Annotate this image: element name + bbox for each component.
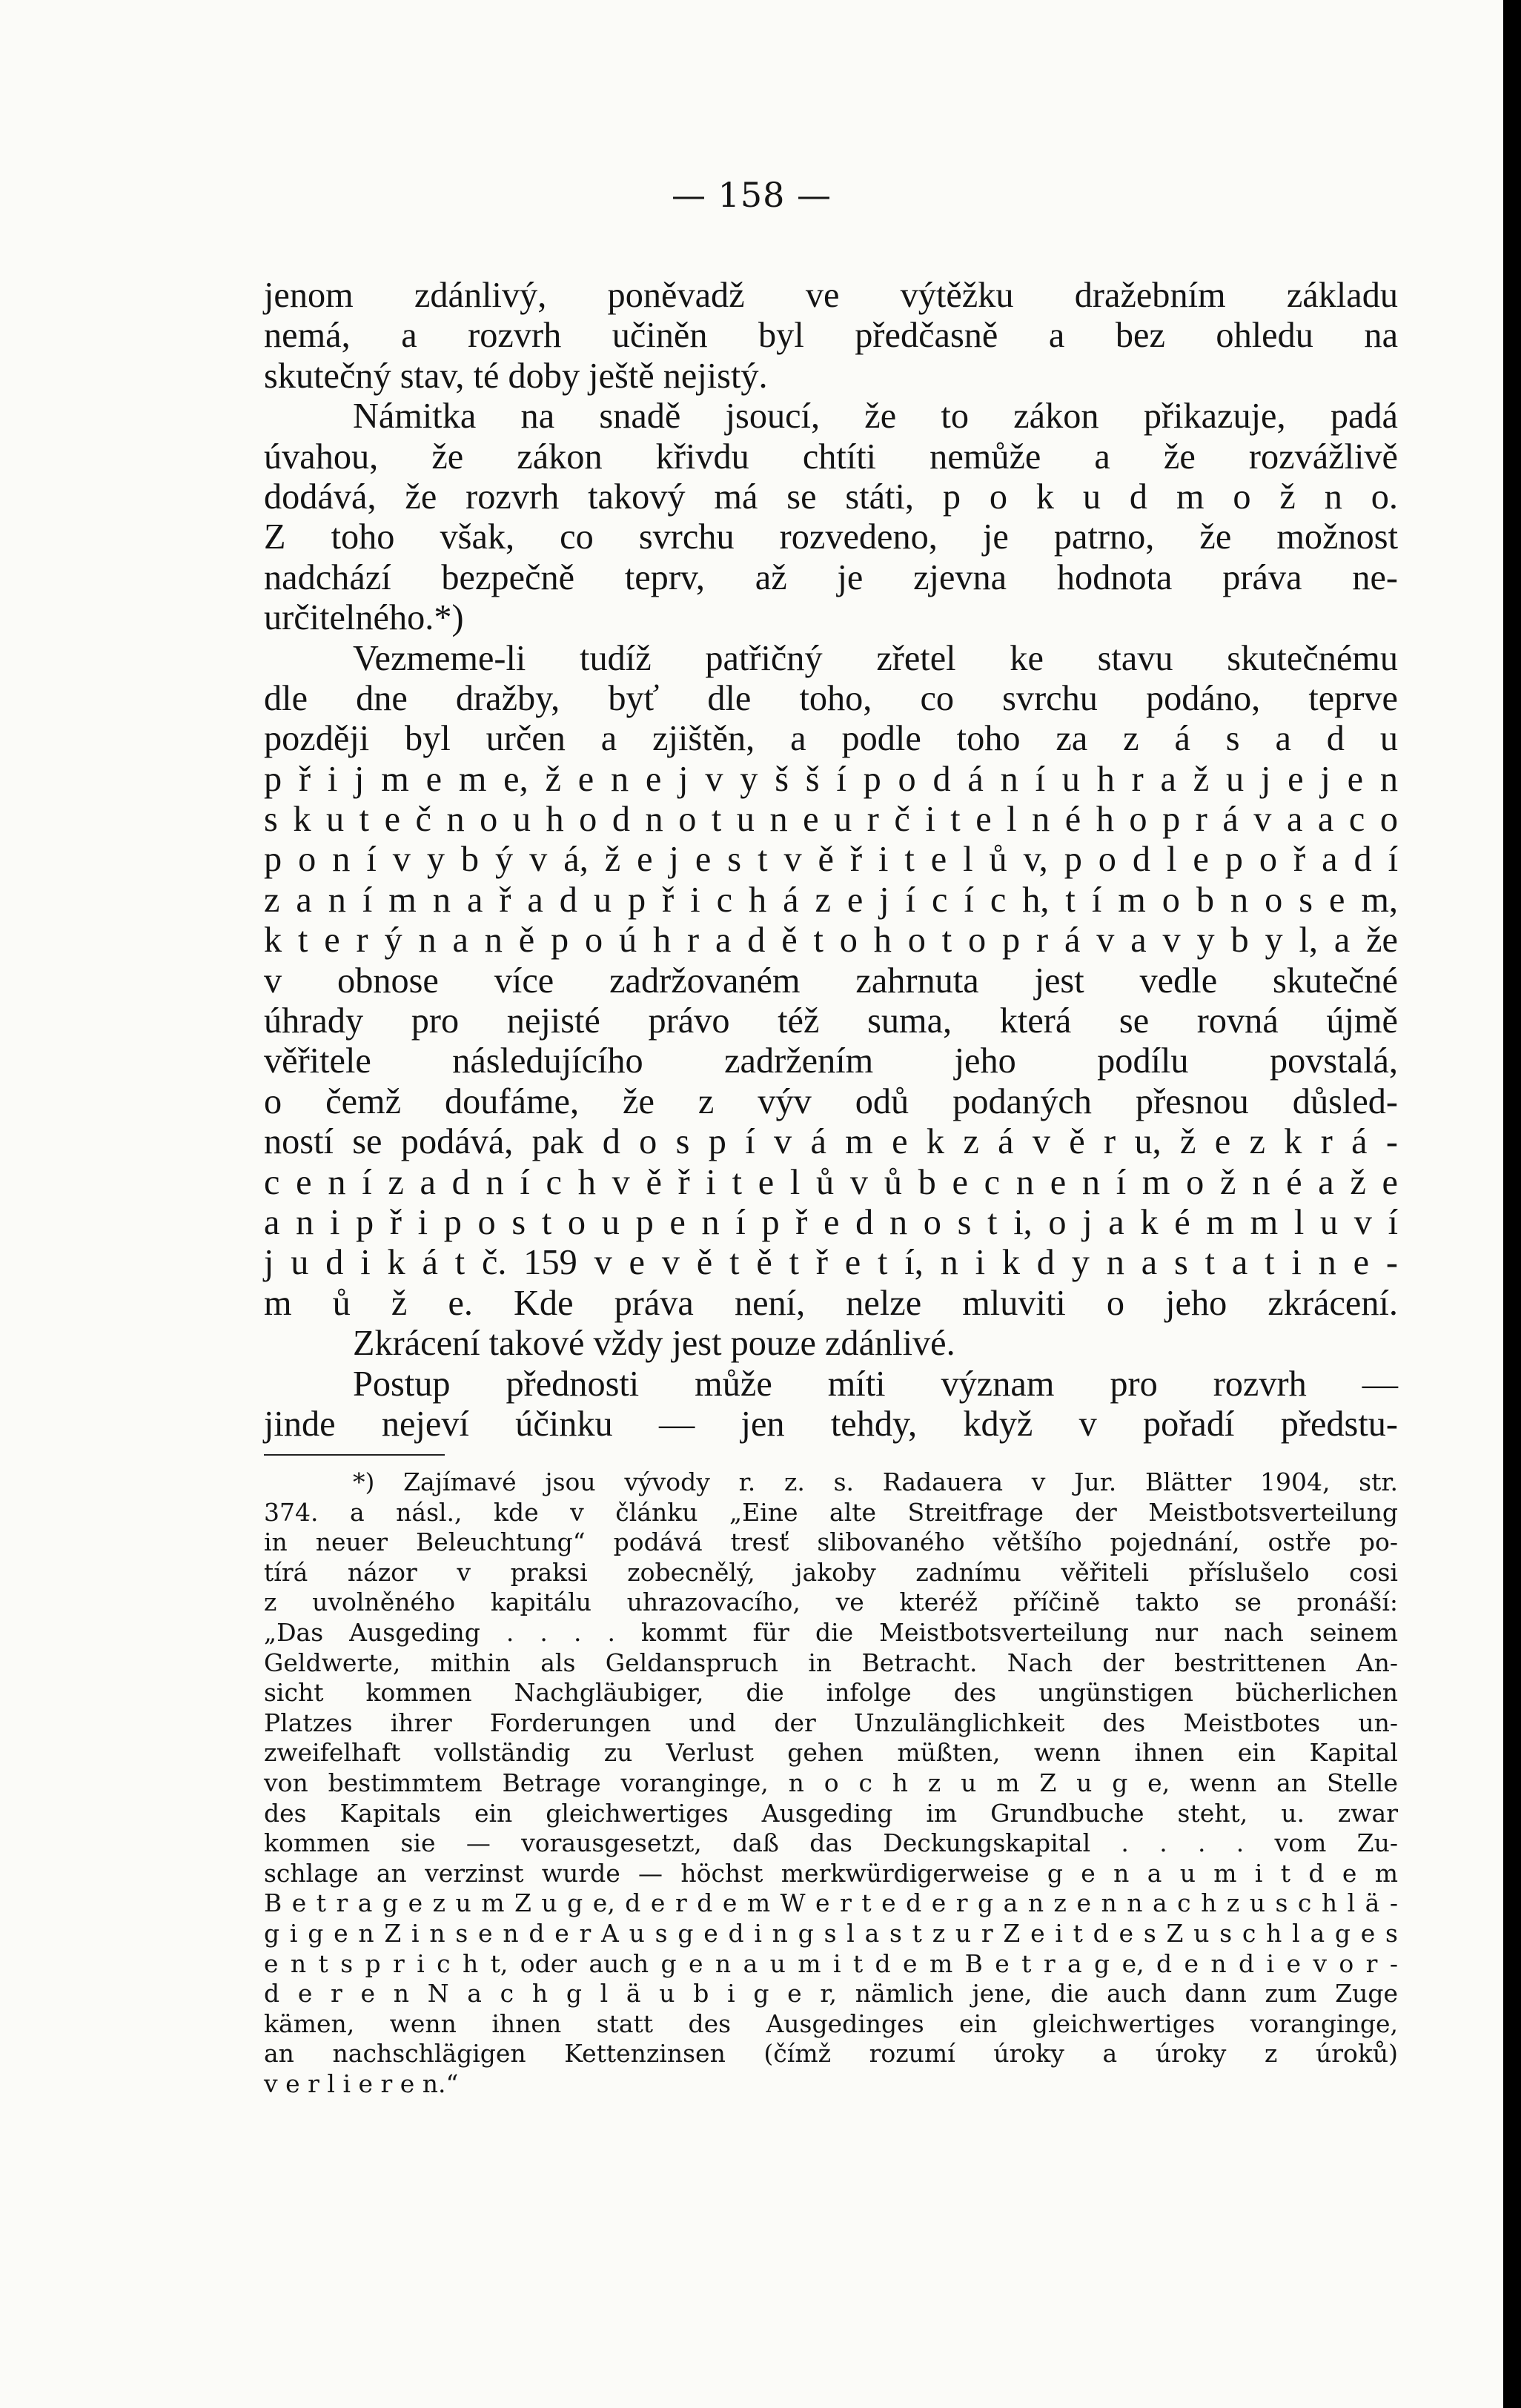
footnote-line: 374. a násl., kde v článku „Eine alte Streitfrage der Meistbotsverteilung <box>264 1497 1398 1527</box>
text-line: úvahou, že zákon křivdu chtíti nemůže a že rozvážlivě <box>264 437 1398 477</box>
footnote-line: sicht kommen Nachgläubiger, die infolge des ungünstigen bücherlichen <box>264 1678 1398 1708</box>
footnote-line: kommen sie — vorausgesetzt, daß das Deckungskapital . . . . vom Zu- <box>264 1828 1398 1858</box>
footnote-line: Platzes ihrer Forderungen und der Unzulänglichkeit des Meistbotes un- <box>264 1708 1398 1737</box>
text-line: Z toho však, co svrchu rozvedeno, je patrno, že možnost <box>264 517 1398 557</box>
text-line: a n i p ř i p o s t o u p e n í p ř e d n o s t i, o j a k é m m l u v í <box>264 1202 1398 1242</box>
footnote <box>264 1467 1398 2099</box>
scan-edge <box>1503 0 1521 2408</box>
text-line: určitelného.*) <box>264 598 464 638</box>
page-number: — 158 — <box>671 175 832 215</box>
text-line: c e n í z a d n í c h v ě ř i t e l ů v ů b e c n e n í m o ž n é a ž e <box>264 1162 1398 1202</box>
text-line: úhrady pro nejisté právo též suma, která se rovná újmě <box>264 1001 1398 1041</box>
text-line: k t e r ý n a n ě p o ú h r a d ě t o h o t o p r á v a v y b y l, a že <box>264 921 1398 961</box>
footnote-line: zweifelhaft vollständig zu Verlust gehen müßten, wenn ihnen ein Kapital <box>264 1738 1398 1768</box>
footnote-line: e n t s p r i c h t, oder auch g e n a u m i t d e m B e t r a g e, d e n d i e v o r - <box>264 1948 1398 1978</box>
text-line: Zkrácení takové vždy jest pouze zdánlivé. <box>353 1324 955 1364</box>
footnote-line: von bestimmtem Betrage voranginge, n o c h z u m Z u g e, wenn an Stelle <box>264 1768 1398 1797</box>
footnote-line: z uvolněného kapitálu uhrazovacího, ve kteréž příčině takto se pronáší: <box>264 1588 1398 1617</box>
text-line: skutečný stav, té doby ještě nejistý. <box>264 356 768 396</box>
footnote-line: Geldwerte, mithin als Geldanspruch in Betracht. Nach der bestrittenen An- <box>264 1648 1398 1677</box>
footnote-line: v e r l i e r e n.“ <box>264 2069 459 2098</box>
footnote-line: tírá názor v praksi zobecnělý, jakoby zadnímu věřiteli příslušelo cosi <box>264 1557 1398 1587</box>
text-line: p o n í v y b ý v á, ž e j e s t v ě ř i t e l ů v, p o d l e p o ř a d í <box>264 840 1398 880</box>
text-line: ností se podává, pak d o s p í v á m e k z á v ě r u, ž e z k r á - <box>264 1122 1398 1162</box>
footnote-line: B e t r a g e z u m Z u g e, d e r d e m W e r t e d e r g a n z e n n a c h z u s c h l ä - <box>264 1888 1398 1918</box>
text-line: v obnose více zadržovaném zahrnuta jest vedle skutečné <box>264 961 1398 1001</box>
footnote-line: kämen, wenn ihnen statt des Ausgedinges ein gleichwertiges voranginge, <box>264 2009 1398 2038</box>
footnote-line: des Kapitals ein gleichwertiges Ausgeding im Grundbuche steht, u. zwar <box>264 1798 1398 1828</box>
footnote-line: schlage an verzinst wurde — höchst merkwürdigerweise g e n a u m i t d e m <box>264 1858 1398 1888</box>
text-line: j u d i k á t č. 159 v e v ě t ě t ř e t í, n i k d y n a s t a t i n e - <box>264 1243 1398 1283</box>
footnote-line: an nachschlägigen Kettenzinsen (čímž rozumí úroky a úroky z úroků) <box>264 2039 1398 2069</box>
text-line: s k u t e č n o u h o d n o t u n e u r č i t e l n é h o p r á v a a c o <box>264 800 1398 840</box>
text-line: dodává, že rozvrh takový má se státi, p o k u d m o ž n o. <box>264 477 1398 517</box>
footnote-rule <box>264 1454 445 1456</box>
text-line: jenom zdánlivý, poněvadž ve výtěžku dražebním základu <box>264 276 1398 315</box>
main-text <box>264 276 1398 1445</box>
text-line: z a n í m n a ř a d u p ř i c h á z e j í c í c h, t í m o b n o s e m, <box>264 880 1398 920</box>
text-line: p ř i j m e m e, ž e n e j v y š š í p o d á n í u h r a ž u j e j e n <box>264 759 1398 799</box>
footnote-line: *) Zajímavé jsou vývody r. z. s. Radauera v Jur. Blätter 1904, str. <box>353 1467 1398 1496</box>
text-line: Postup přednosti může míti význam pro rozvrh — <box>353 1364 1398 1404</box>
footnote-line: g i g e n Z i n s e n d e r A u s g e d i n g s l a s t z u r Z e i t d e s Z u s c h l a g e s <box>264 1918 1398 1948</box>
text-line: Vezmeme-li tudíž patřičný zřetel ke stavu skutečnému <box>353 638 1398 678</box>
footnote-line: in neuer Beleuchtung“ podává tresť slibovaného většího pojednání, ostře po- <box>264 1528 1398 1557</box>
text-line: věřitele následujícího zadržením jeho podílu povstalá, <box>264 1041 1398 1081</box>
text-line: nadchází bezpečně teprv, až je zjevna hodnota práva ne- <box>264 557 1398 597</box>
footnote-line: „Das Ausgeding . . . . kommt für die Meistbotsverteilung nur nach seinem <box>264 1617 1398 1647</box>
text-line: Námitka na snadě jsoucí, že to zákon přikazuje, padá <box>353 397 1398 437</box>
text-line: m ů ž e. Kde práva není, nelze mluviti o jeho zkrácení. <box>264 1283 1398 1323</box>
footnote-line: d e r e n N a c h g l ä u b i g e r, nämlich jene, die auch dann zum Zuge <box>264 1979 1398 2009</box>
text-line: dle dne dražby, byť dle toho, co svrchu podáno, teprve <box>264 678 1398 718</box>
text-line: o čemž doufáme, že z výv odů podaných přesnou důsled- <box>264 1081 1398 1121</box>
text-line: jinde nejeví účinku — jen tehdy, když v pořadí předstu- <box>264 1404 1398 1444</box>
text-line: později byl určen a zjištěn, a podle toho za z á s a d u <box>264 719 1398 759</box>
text-line: nemá, a rozvrh učiněn byl předčasně a bez ohledu na <box>264 316 1398 356</box>
